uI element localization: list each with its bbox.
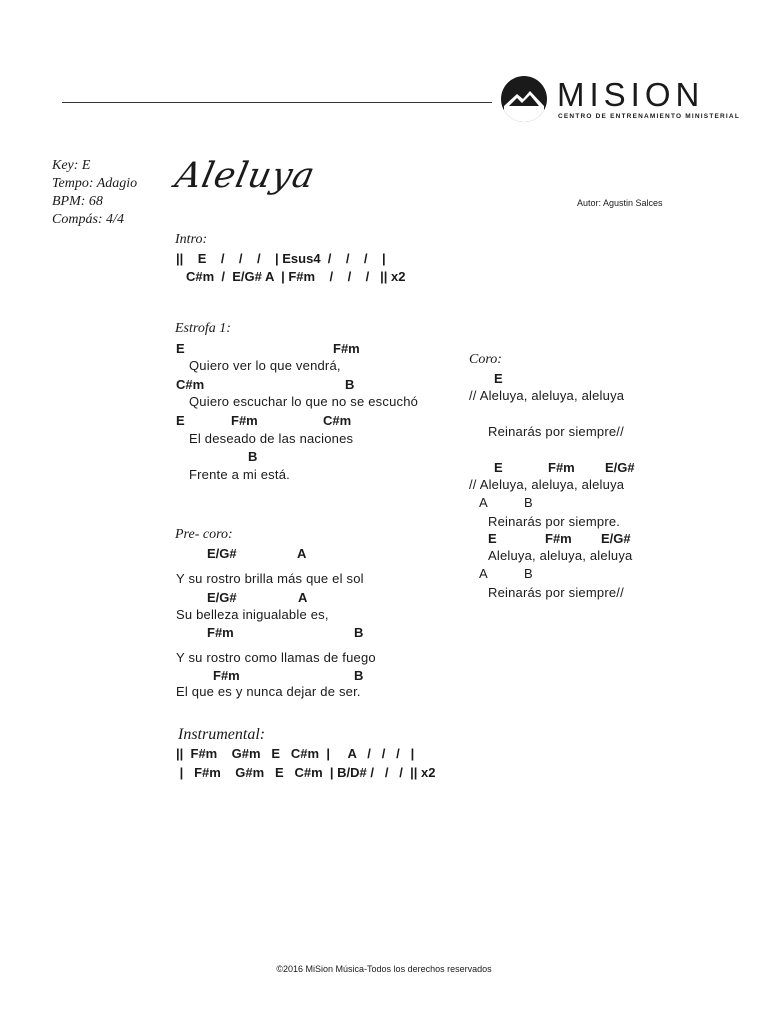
estrofa-chord-6: E [176,413,185,428]
coro-chord-5: E/G# [605,460,635,475]
intro-line-1: || E / / / | Esus4 / / / | [176,251,386,266]
instrumental-line-2: | F#m G#m E C#m | B/D# / / / || x2 [176,765,436,780]
estrofa-chord-10: B [248,449,258,464]
precoro-lyric-8: Y su rostro como llamas de fuego [176,650,376,665]
coro-lyric-2: Reinarás por siempre// [488,424,624,439]
song-compas: Compás: 4/4 [52,212,124,227]
coro-lyric-1: // Aleluya, aleluya, aleluya [469,388,625,403]
estrofa-chord-7: F#m [231,413,258,428]
instrumental-line-1: || F#m G#m E C#m | A / / / | [176,746,415,761]
precoro-chord-10: B [354,668,364,683]
coro-lyric-9: Reinarás por siempre. [488,514,621,529]
coro-lyric-7: A [479,495,488,510]
estrofa-label: Estrofa 1: [175,321,231,336]
coro-lyric-16: Reinarás por siempre// [488,585,624,600]
header-rule [62,102,492,103]
estrofa-chord-3: C#m [176,377,205,392]
intro-line-2: C#m / E/G# A | F#m / / / || x2 [186,269,406,284]
coro-chord-12: E/G# [601,531,631,546]
song-bpm: BPM: 68 [52,194,103,209]
brand-subtitle: CENTRO DE ENTRENAMIENTO MINISTERIAL [558,113,740,120]
coro-chord-3: E [494,460,503,475]
coro-label: Coro: [469,352,502,367]
coro-lyric-14: A [479,566,488,581]
coro-chord-4: F#m [548,460,575,475]
estrofa-chord-1: F#m [333,341,360,356]
instrumental-label: Instrumental: [178,726,266,743]
coro-chord-10: E [488,531,497,546]
coro-lyric-8: B [524,495,533,510]
estrofa-lyric-11: Frente a mi está. [189,467,290,482]
precoro-chord-1: A [297,546,307,561]
precoro-chord-0: E/G# [207,546,237,561]
estrofa-lyric-5: Quiero escuchar lo que no se escuchó [189,394,419,409]
song-author: Autor: Agustin Salces [577,198,663,208]
mountain-icon [501,76,547,122]
precoro-chord-7: B [354,625,364,640]
coro-lyric-15: B [524,566,533,581]
song-tempo: Tempo: Adagio [52,176,138,191]
precoro-label: Pre- coro: [175,527,233,542]
precoro-lyric-2: Y su rostro brilla más que el sol [176,571,364,586]
brand-name: MISION [557,76,705,113]
coro-lyric-13: Aleluya, aleluya, aleluya [488,548,633,563]
coro-lyric-6: // Aleluya, aleluya, aleluya [469,477,625,492]
estrofa-lyric-2: Quiero ver lo que vendrá, [189,358,341,373]
precoro-chord-6: F#m [207,625,234,640]
estrofa-chord-0: E [176,341,185,356]
song-key: Key: E [52,158,91,173]
precoro-lyric-11: El que es y nunca dejar de ser. [176,684,361,699]
estrofa-lyric-9: El deseado de las naciones [189,431,354,446]
precoro-chord-9: F#m [213,668,240,683]
coro-chord-11: F#m [545,531,572,546]
estrofa-chord-8: C#m [323,413,352,428]
precoro-lyric-5: Su belleza inigualable es, [176,607,329,622]
precoro-chord-3: E/G# [207,590,237,605]
estrofa-chord-4: B [345,377,355,392]
footer-copyright: ©2016 MiSion Música-Todos los derechos reservados [276,964,492,974]
coro-chord-0: E [494,371,503,386]
intro-label: Intro: [175,232,208,247]
precoro-chord-4: A [298,590,308,605]
song-title: Aleluya [171,156,319,196]
